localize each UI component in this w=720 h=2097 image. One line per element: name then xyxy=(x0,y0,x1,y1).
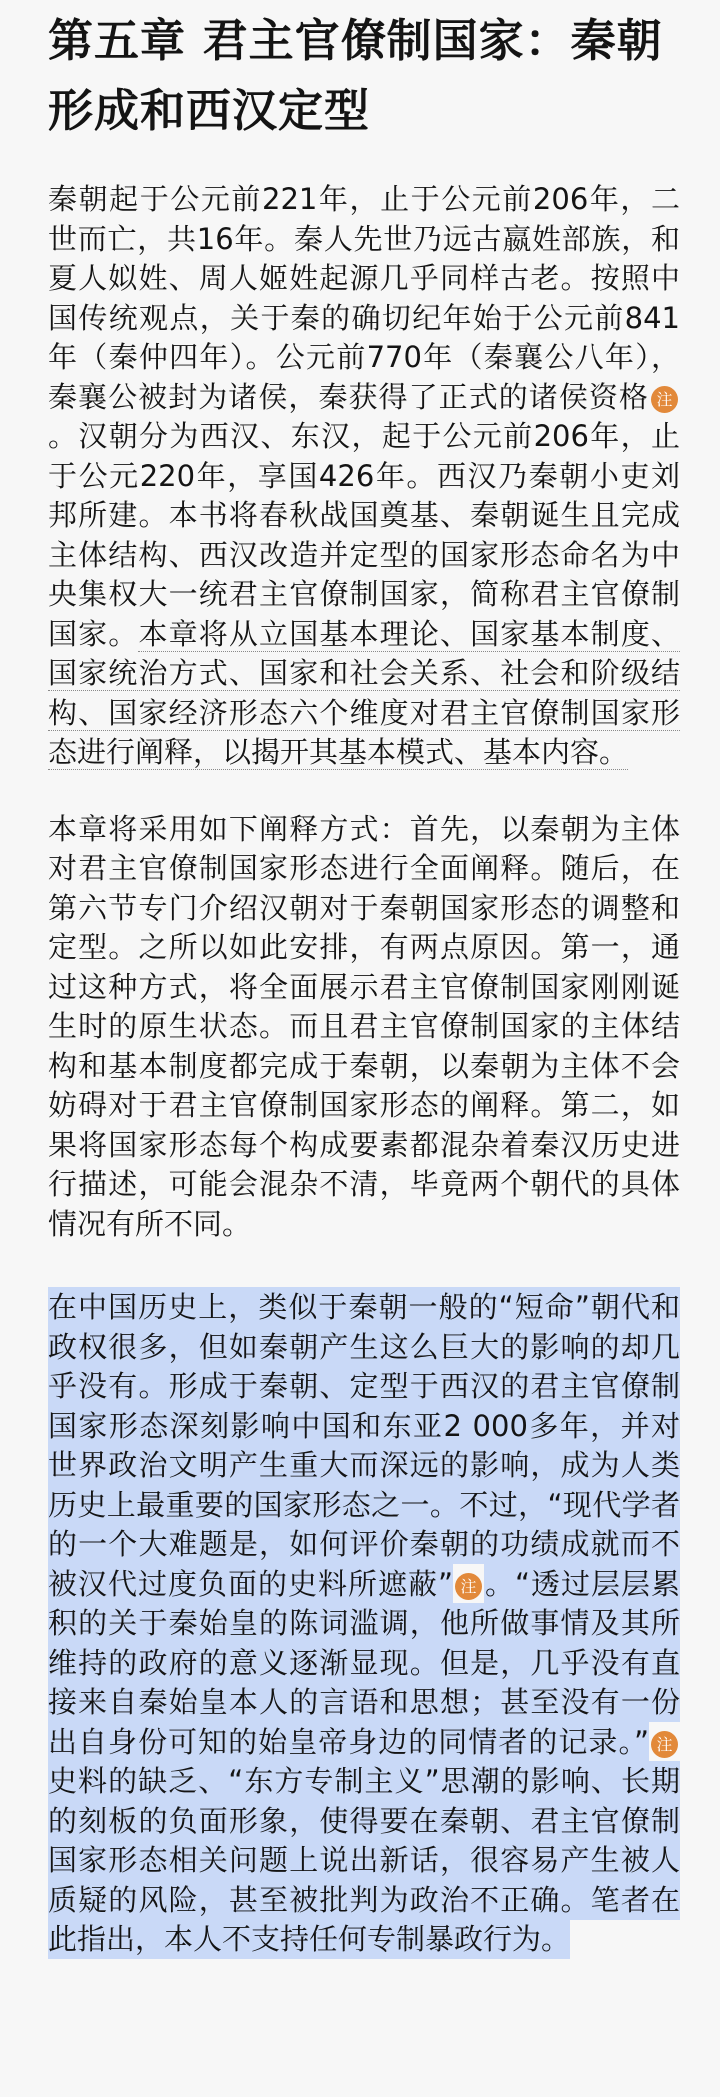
paragraph-2: 本章将采用如下阐释方式：首先，以秦朝为主体对君主官僚制国家形态进行全面阐释。随后，在第六节专门介绍汉朝对于秦朝国家形态的调整和定型。之所以如此安排，有两点原因。第一，通过这种方式，将全面展示君主官僚制国家刚刚诞生时的原生状态。而且君主官僚制国家的主体结构和基本制度都完成于秦朝，以秦朝为主体不会妨碍对于君主官僚制国家形态的阐释。第二，如果将国家形态每个构成要素都混杂着秦汉历史进行描述，可能会混杂不清，毕竟两个朝代的具体情况有所不同。 xyxy=(48,811,680,1241)
paragraph-3-selected-text-a: 在中国历史上，类似于秦朝一般的“短命”朝代和政权很多，但如秦朝产生这么巨大的影响的却几乎没有。形成于秦朝、定型于西汉的君主官僚制国家形态深刻影响中国和东亚2 000多年，并对世界政治文明产生重大而深远的影响，成为人类历史上最重要的国家形态之一。不过，“现代学者的一个大难题是，如何评价秦朝的功绩成就而不被汉代过度负面的史料所遮蔽” xyxy=(48,1287,680,1604)
paragraph-3-selected-text-c: 史料的缺乏、“东方专制主义”思潮的影响、长期的刻板的负面形象，使得要在秦朝、君主官僚制国家形态相关问题上说出新话，很容易产生被人质疑的风险，甚至被批判为政治不正确。笔者在此指出，本人不支持任何专制暴政行为。 xyxy=(48,1761,680,1959)
footnote-marker-1[interactable]: 注 xyxy=(651,386,678,413)
paragraph-3-selected-text-b: 。“透过层层累积的关于秦始皇的陈词滥调，他所做事情及其所维持的政府的意义逐渐显现。但是，几乎没有直接来自秦始皇本人的言语和思想；甚至没有一份出自身份可知的始皇帝身边的同情者的记录。” xyxy=(48,1564,680,1762)
paragraph-1-text-a: 秦朝起于公元前221年，止于公元前206年，二世而亡，共16年。秦人先世乃远古嬴姓部族，和夏人姒姓、周人姬姓起源几乎同样古老。按照中国传统观点，关于秦的确切纪年始于公元前841年（秦仲四年）。公元前770年（秦襄公八年），秦襄公被封为诸侯，秦获得了正式的诸侯资格 xyxy=(48,182,680,414)
paragraph-3[interactable] xyxy=(48,1288,680,1960)
chapter-title: 第五章 君主官僚制国家：秦朝形成和西汉定型 xyxy=(48,14,663,137)
paragraph-1 xyxy=(48,180,680,773)
paragraph-1-text-b: 。汉朝分为西汉、东汉，起于公元前206年，止于公元220年，享国426年。西汉乃秦朝小吏刘邦所建。本书将春秋战国奠基、秦朝诞生且完成主体结构、西汉改造并定型的国家形态命名为中央集权大一统君主官僚制国家，简称君主官僚制国家。 xyxy=(48,419,680,651)
paragraph-1-underlined-text[interactable]: 本章将从立国基本理论、国家基本制度、国家统治方式、国家和社会关系、社会和阶级结构、国家经济形态六个维度对君主官僚制国家形态进行阐释，以揭开其基本模式、基本内容。 xyxy=(48,616,680,769)
footnote-marker-3[interactable]: 注 xyxy=(651,1731,678,1758)
footnote-marker-2[interactable]: 注 xyxy=(455,1573,482,1600)
